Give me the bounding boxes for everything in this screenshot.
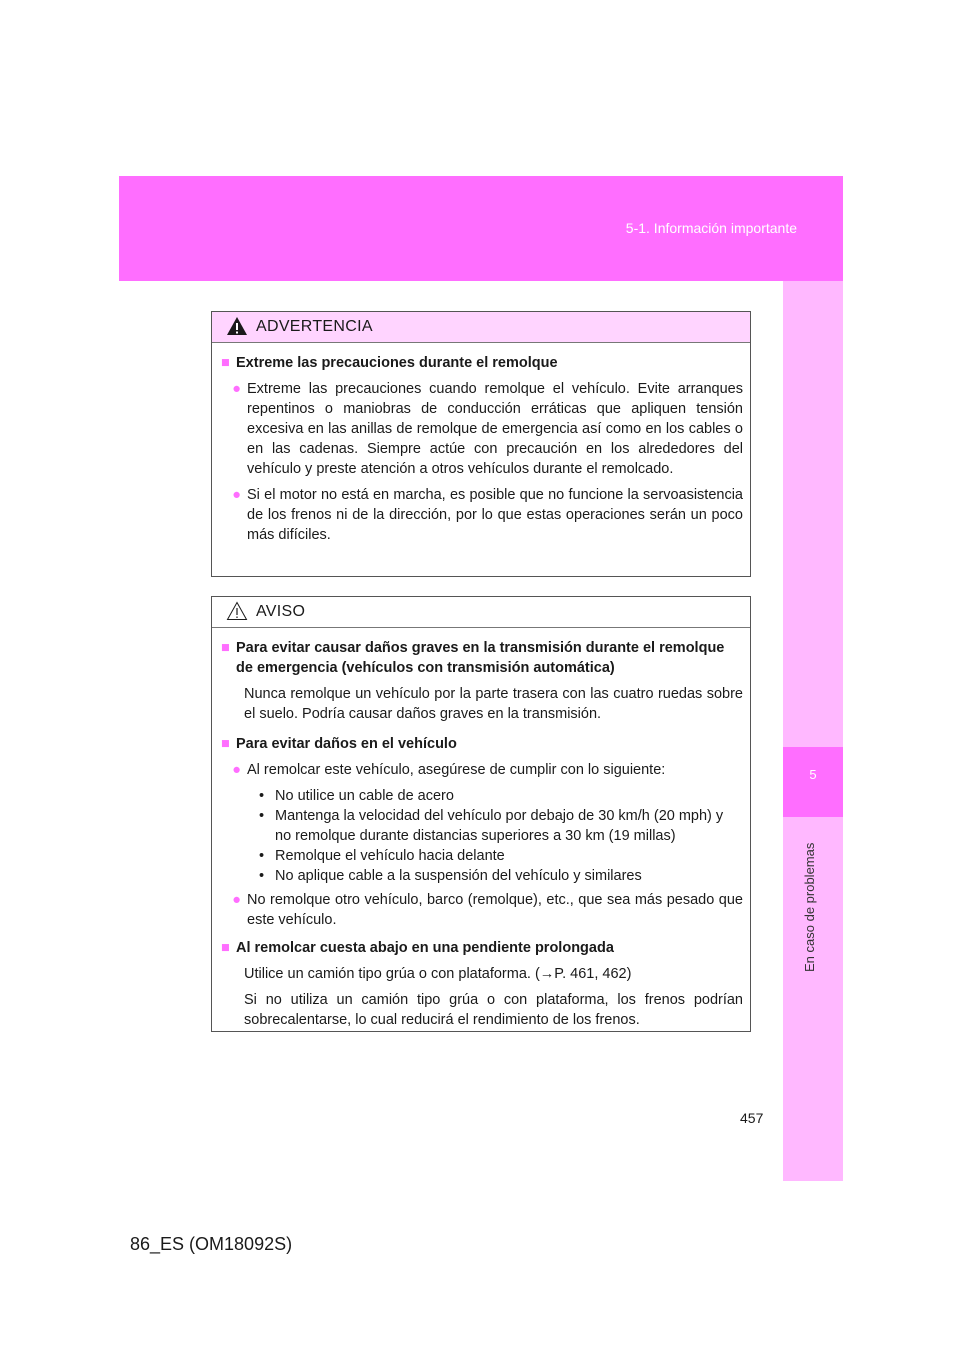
circle-bullet-icon: ● [232, 762, 241, 778]
list-item: ● Extreme las precauciones cuando remolque el vehículo. Evite arranques repentinos o maniobras de conducción erráticas que apliquen tensión excesiva en las anillas de remolque de emergencia así como en los cables o en las cadenas. Siempre actúe con precaución en los alrededores del vehículo y preste atención a otros vehículos durante el remolcado. [221, 379, 743, 479]
header-band [119, 176, 843, 281]
notice-section-title: ■ Al remolcar cuesta abajo en una pendiente prolongada [221, 940, 614, 956]
chapter-title-text: En caso de problemas [802, 842, 817, 972]
warning-title: ADVERTENCIA [256, 318, 373, 335]
square-bullet-icon: ■ [221, 940, 230, 956]
bullet-item: • No utilice un cable de acero [259, 788, 454, 804]
square-bullet-icon: ■ [221, 355, 230, 371]
side-strip [783, 281, 843, 1181]
page-number: 457 [740, 1110, 764, 1126]
document-code: 86_ES (OM18092S) [130, 1234, 293, 1254]
circle-bullet-icon: ● [232, 381, 241, 397]
bullet-item: • No aplique cable a la suspensión del vehículo y similares [259, 868, 642, 884]
caution-triangle-icon [226, 601, 248, 621]
circle-bullet-icon: ● [232, 892, 241, 908]
list-item: ● Al remolcar este vehículo, asegúrese de cumplir con lo siguiente: [221, 760, 743, 780]
notice-section-title: ■ Para evitar causar daños graves en la transmisión durante el remolque de emergencia (vehículos con transmisión automática) [221, 640, 725, 676]
chapter-tab [783, 747, 843, 817]
warning-header [212, 312, 750, 343]
notice-box [211, 596, 751, 1032]
notice-section-title: ■ Para evitar daños en el vehículo [221, 736, 457, 752]
chapter-number: 5 [809, 767, 817, 782]
warning-box [211, 311, 751, 577]
notice-paragraph: Nunca remolque un vehículo por la parte trasera con las cuatro ruedas sobre el suelo. Podría causar daños graves en la transmisión. [244, 686, 743, 722]
chapter-title [780, 822, 840, 982]
bullet-item: • Mantenga la velocidad del vehículo por debajo de 30 km/h (20 mph) y no remolque durante distancias superiores a 30 km (19 millas) [259, 808, 724, 844]
notice-title: AVISO [256, 603, 306, 620]
bullet-list [259, 786, 743, 886]
square-bullet-icon: ■ [221, 736, 230, 752]
list-item: ● No remolque otro vehículo, barco (remolque), etc., que sea más pesado que este vehículo. [221, 890, 743, 930]
warning-triangle-icon [226, 316, 248, 336]
square-bullet-icon: ■ [221, 640, 230, 656]
notice-header [212, 597, 750, 628]
notice-paragraph: Si no utiliza un camión tipo grúa o con plataforma, los frenos podrían sobrecalentarse, lo cual reducirá el rendimiento de los frenos. [244, 992, 743, 1028]
warning-section-title: ■ Extreme las precauciones durante el remolque [221, 355, 558, 371]
bullet-item: • Remolque el vehículo hacia delante [259, 848, 505, 864]
list-item: ● Si el motor no está en marcha, es posible que no funcione la servoasistencia de los frenos ni de la dirección, por lo que estas operaciones serán un poco más difíciles. [221, 485, 743, 545]
notice-paragraph: Utilice un camión tipo grúa o con plataforma. (→P. 461, 462) [244, 966, 632, 982]
section-title: 5-1. Información importante [625, 220, 797, 236]
circle-bullet-icon: ● [232, 487, 241, 503]
